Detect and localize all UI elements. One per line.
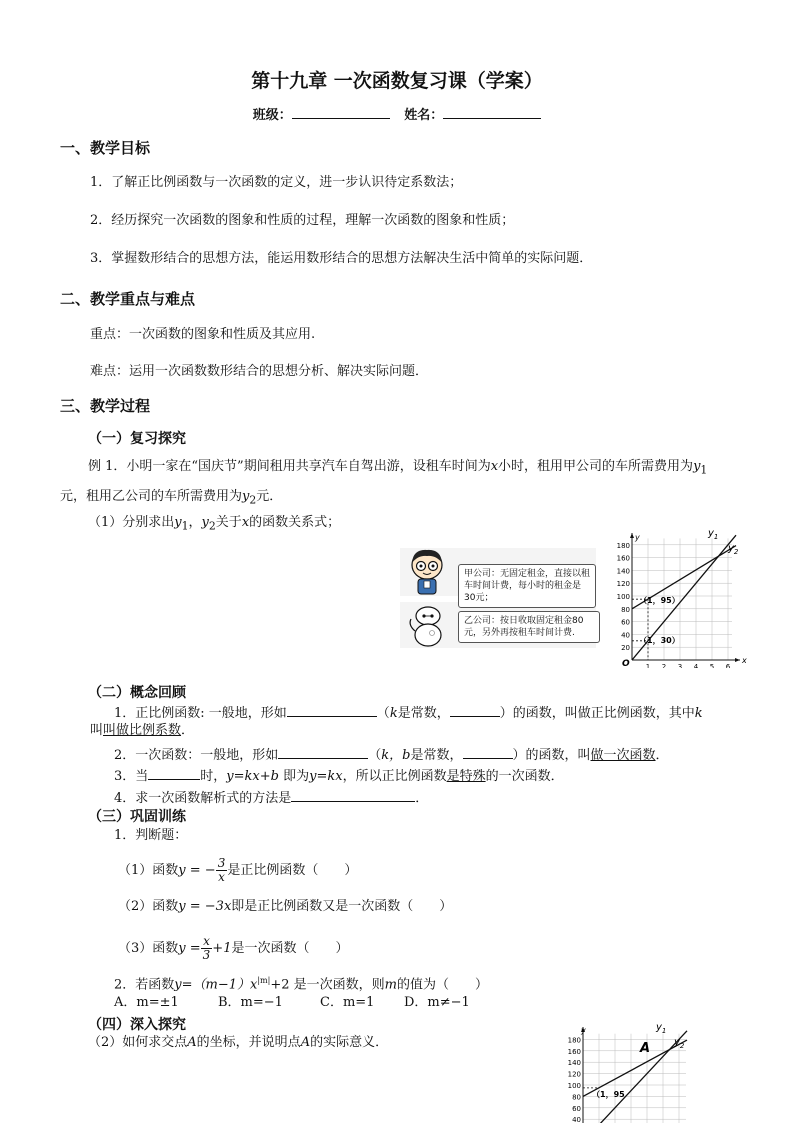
subheading-deep: （四）深入探究 <box>88 1017 186 1033</box>
name-label: 姓名： <box>404 108 444 123</box>
y-tick-label: 160 <box>616 554 630 563</box>
practice-2: 2．若函数$y=(m-1)x^{|m|}+2$ 是一次函数，则m的值为（ ） <box>114 976 488 993</box>
info-line <box>0 104 794 125</box>
concept-2: 2．一次函数：一般地，形如 （k，b是常数， ）的函数，叫做一次函数． <box>114 744 669 765</box>
deep-question: （2）如何求交点A的坐标，并说明点A的实际意义． <box>88 1035 389 1050</box>
subheading-review: （一）复习探究 <box>88 431 186 447</box>
y-tick-label: 20 <box>621 644 630 653</box>
example-question-1: （1）分别求出$y_1$，$y_2$关于x的函数关系式； <box>88 515 341 533</box>
concept-3: 3．当 时，y=kx+b 即为y=kx，所以正比例函数是特殊的一次函数． <box>114 765 564 786</box>
origin-label: O <box>622 659 630 668</box>
class-label: 班级： <box>252 108 292 123</box>
intersection-chart <box>556 1015 696 1123</box>
judge-3: （3）函数y = $\frac{x}{3}$ +1是一次函数（ ） <box>118 934 349 962</box>
practice-2-option-c[interactable]: C．m=1 <box>320 995 375 1010</box>
x-tick-label: 6 <box>725 663 731 668</box>
subheading-practice: （三）巩固训练 <box>88 809 186 825</box>
practice-2-option-a[interactable]: A．m=±1 <box>114 995 179 1010</box>
x-axis-arrow <box>735 658 740 662</box>
concept-2-blank-a[interactable] <box>278 744 368 759</box>
point-label-30: （1，30） <box>639 636 680 645</box>
page-title: 第十九章 一次函数复习课（学案） <box>251 70 543 92</box>
y-tick-label: 60 <box>572 1104 581 1113</box>
name-blank[interactable] <box>443 104 541 119</box>
practice-1-heading: 1．判断题： <box>114 828 188 843</box>
y-tick-label: 180 <box>567 1036 581 1045</box>
y-tick-label: 80 <box>621 605 630 614</box>
y-tick-label: 60 <box>621 618 630 627</box>
point-a-label: A <box>640 1041 651 1056</box>
series-label-y1: $y_1$ <box>708 528 719 541</box>
y-tick-label: 40 <box>572 1116 581 1123</box>
goal-item: 3．掌握数形结合的思想方法，能运用数形结合的思想方法解决生活中简单的实际问题． <box>90 251 593 266</box>
section-heading-goals: 一、教学目标 <box>60 139 151 157</box>
concept-4: 4．求一次函数解析式的方法是 ． <box>114 787 428 808</box>
section-heading-key: 二、教学重点与难点 <box>60 290 196 308</box>
y-tick-label: 120 <box>567 1070 581 1079</box>
y-tick-label: 140 <box>567 1059 581 1068</box>
point-label-95: （1，95） <box>639 596 680 605</box>
judge-2: （2）函数y = −3x即是正比例函数又是一次函数（ ） <box>118 899 453 914</box>
point-label-95: （1，95 <box>592 1090 625 1099</box>
class-blank[interactable] <box>292 104 390 119</box>
y-tick-label: 180 <box>616 541 630 550</box>
x-axis-label: x <box>742 656 747 665</box>
y-tick-label: 100 <box>616 593 630 601</box>
y-tick-label: 100 <box>567 1082 581 1090</box>
x-tick-label: 2 <box>661 663 667 668</box>
robot-icon <box>405 603 449 647</box>
concept-1-cont: 叫叫做比例系数． <box>90 723 195 738</box>
goal-item: 2．经历探究一次函数的图象和性质的过程，理解一次函数的图象和性质； <box>90 213 515 228</box>
concept-4-blank[interactable] <box>291 787 415 802</box>
concept-1-blank-b[interactable] <box>450 702 500 717</box>
concept-3-blank[interactable] <box>148 765 200 780</box>
x-tick-label: 1 <box>645 663 651 668</box>
y-tick-label: 40 <box>621 631 630 640</box>
series-line-y1 <box>583 1031 687 1123</box>
concept-2-blank-b[interactable] <box>463 744 513 759</box>
x-tick-label: 5 <box>709 663 715 668</box>
x-tick-label: 4 <box>693 663 699 668</box>
key-point: 重点：一次函数的图象和性质及其应用. <box>90 327 316 342</box>
practice-2-option-d[interactable]: D．m≠−1 <box>404 995 470 1010</box>
y-tick-label: 140 <box>616 567 630 576</box>
series-label-y1: $y_1$ <box>656 1022 667 1035</box>
y-tick-label: 160 <box>567 1047 581 1056</box>
y-tick-label: 120 <box>616 580 630 589</box>
x-tick-label: 3 <box>677 663 683 668</box>
concept-1-blank-a[interactable] <box>287 702 377 717</box>
y-axis-label: y <box>635 533 640 542</box>
example-line-2: 元，租用乙公司的车所需费用为$y_2$元． <box>60 489 283 507</box>
concept-1: 1．正比例函数: 一般地，形如 （k是常数， ）的函数，叫做正比例函数，其中k <box>114 702 703 723</box>
yi-speech-bubble: 乙公司：按日收取固定租金80元，另外再按租车时间计费. <box>458 611 600 643</box>
subheading-concepts: （二）概念回顾 <box>88 685 186 701</box>
y-tick-label: 80 <box>572 1093 581 1102</box>
difficulty: 难点：运用一次函数数形结合的思想分析、解决实际问题． <box>90 364 429 379</box>
y-axis-label: y <box>581 1026 586 1035</box>
y-axis-arrow <box>630 533 634 538</box>
example-line-1: 例 1．小明一家在“国庆节”期间租用共享汽车自驾出游，设租车时间为x小时，租用甲公司的车所需费用为$y_1$ <box>88 459 708 477</box>
cost-chart <box>610 523 750 668</box>
goal-item: 1．了解正比例函数与一次函数的定义，进一步认识待定系数法； <box>90 175 463 190</box>
section-heading-process: 三、教学过程 <box>60 397 151 415</box>
practice-2-option-b[interactable]: B．m=−1 <box>218 995 283 1010</box>
jia-speech-bubble: 甲公司：无固定租金，直接以租车时间计费，每小时的租金是30元； <box>458 564 596 608</box>
judge-1: （1）函数y = − $\frac{3}{x}$ 是正比例函数（ ） <box>118 856 358 884</box>
series-line-y2 <box>583 1040 687 1096</box>
series-label-y2: $y_2$ <box>674 1037 685 1050</box>
series-label-y2: $y_2$ <box>728 543 739 556</box>
boy-icon <box>403 548 451 596</box>
chart-grid <box>583 1034 686 1123</box>
